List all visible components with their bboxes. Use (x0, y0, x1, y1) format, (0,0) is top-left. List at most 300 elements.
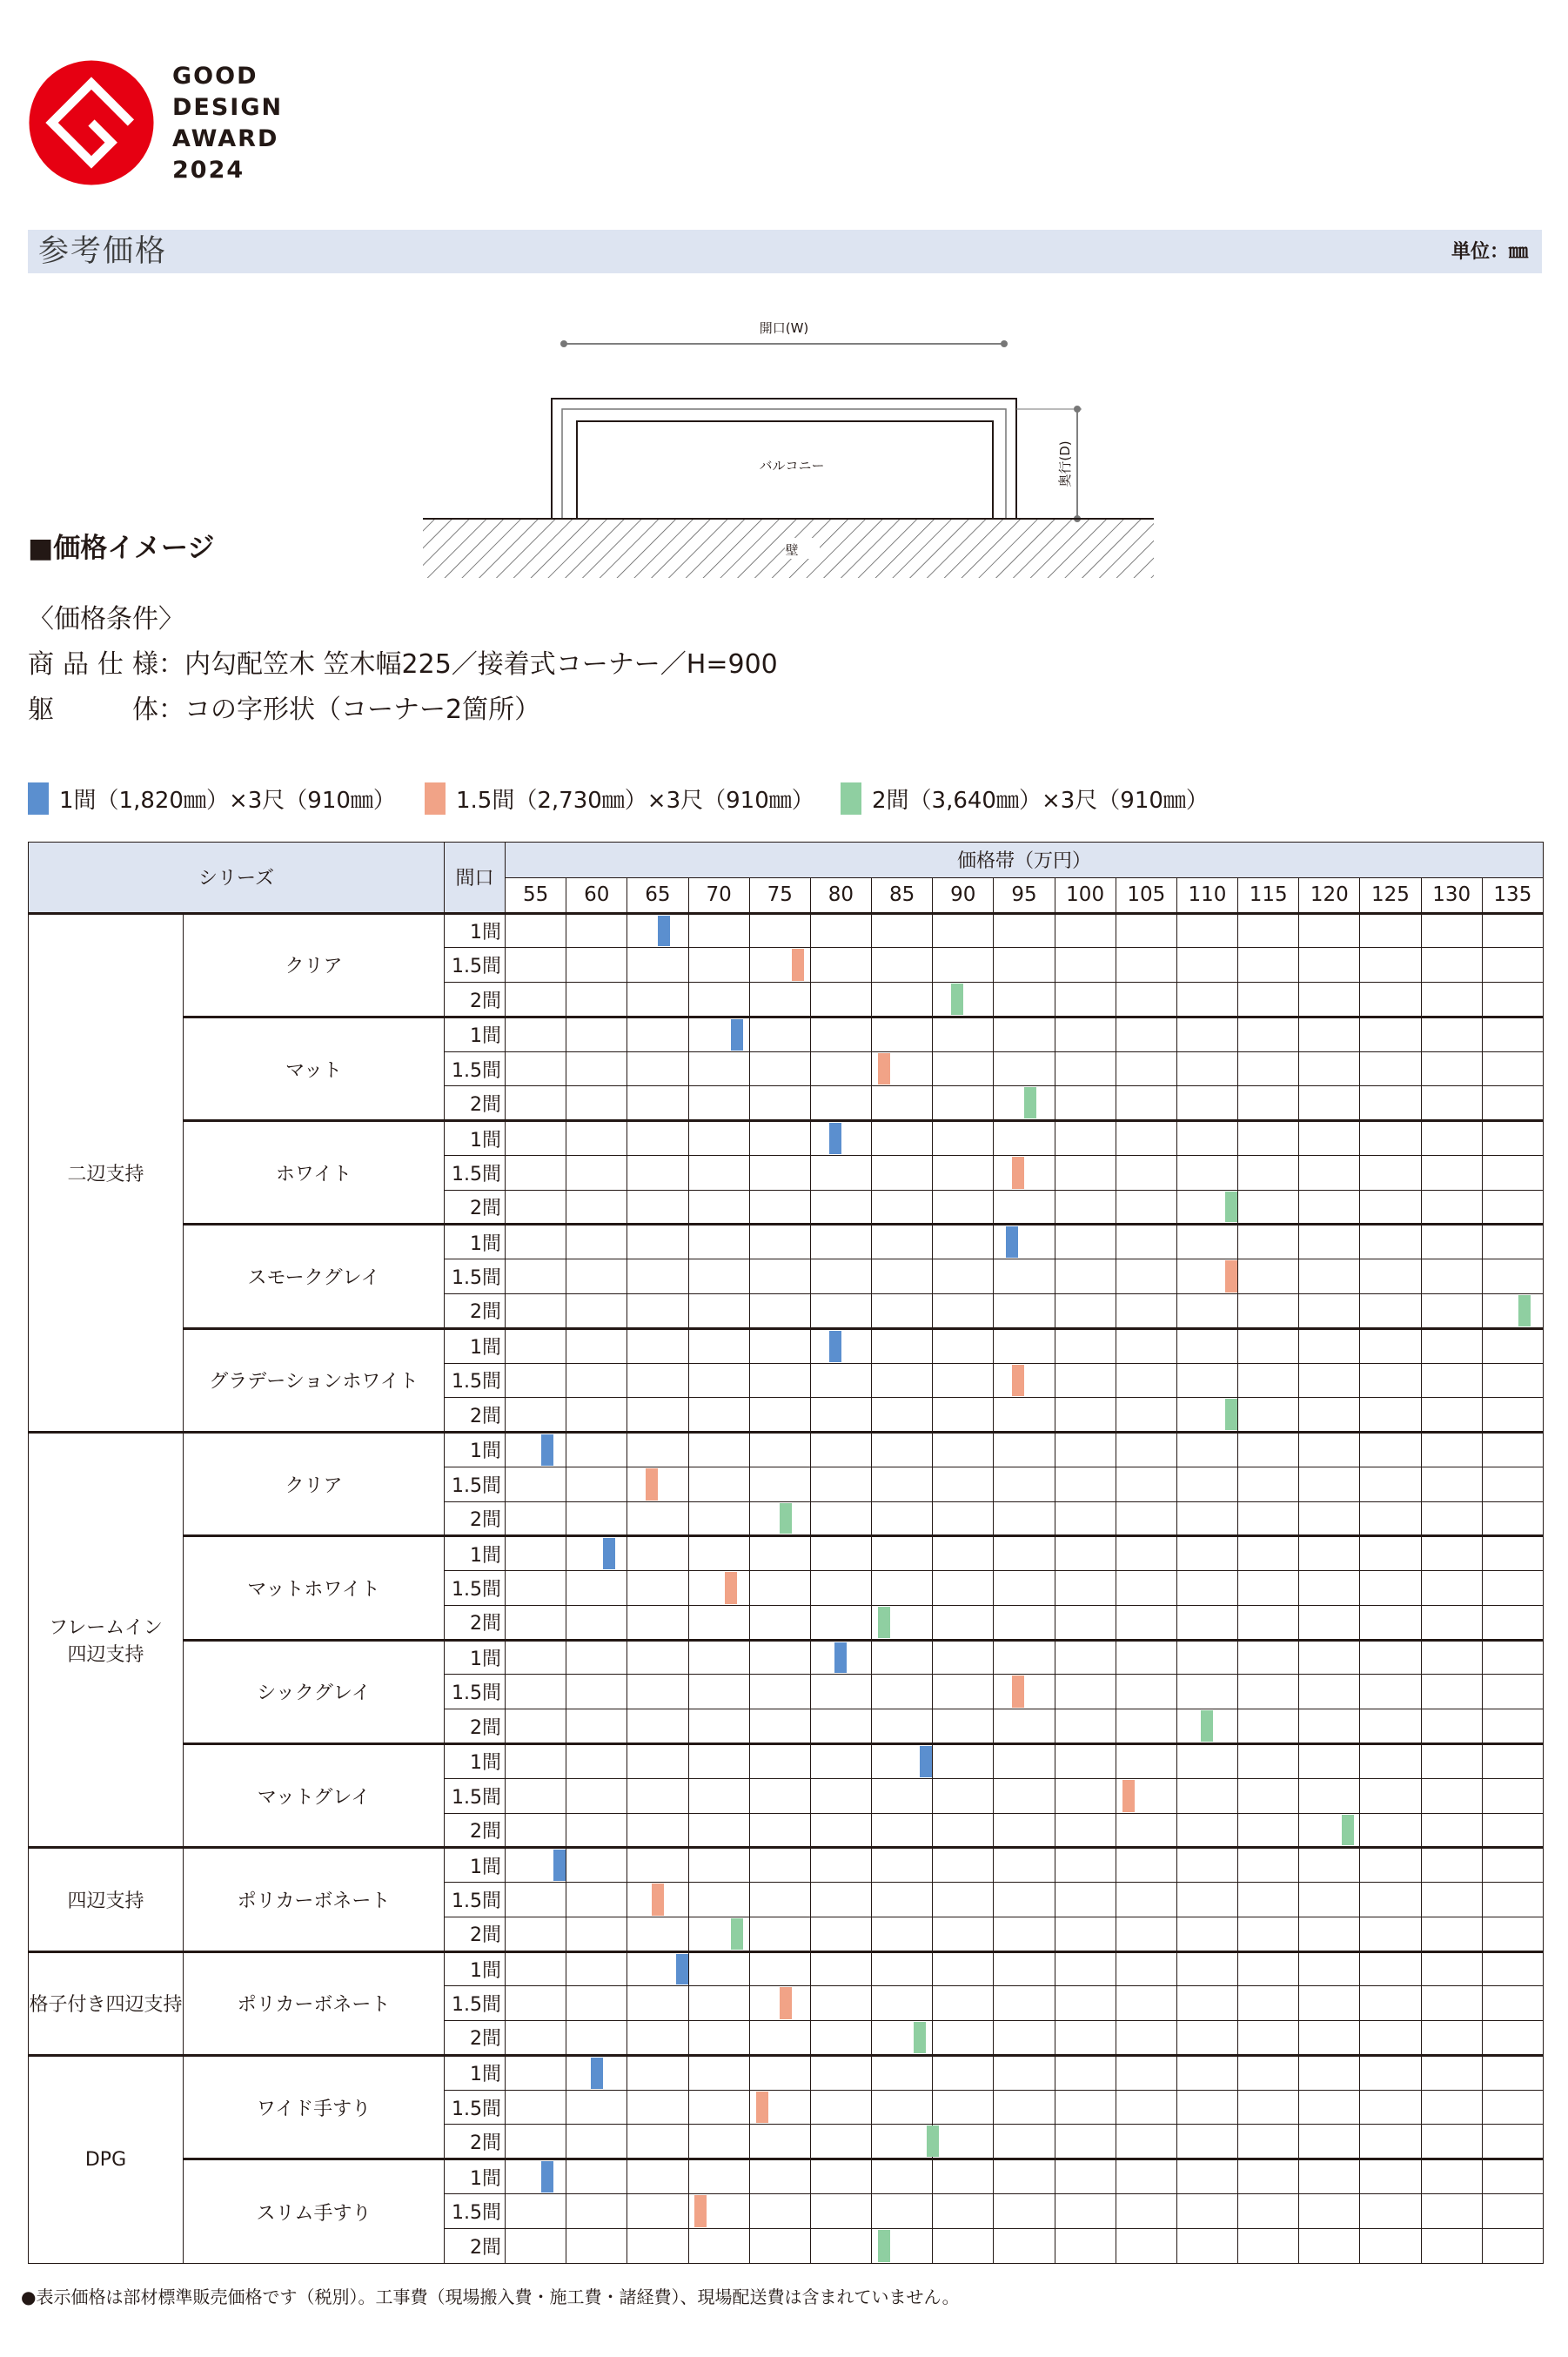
price-bar (731, 1019, 743, 1051)
price-grid-cell (810, 1467, 871, 1501)
price-grid-cell (506, 1225, 566, 1259)
product-name-cell (184, 1017, 445, 1120)
price-grid-cell (627, 1743, 688, 1778)
opening-label: 1間 (445, 1640, 506, 1675)
price-grid-cell (1299, 1433, 1360, 1467)
price-grid-cell (688, 1743, 749, 1778)
price-grid-cell (1238, 983, 1299, 1017)
price-grid-cell (1055, 1433, 1116, 1467)
price-grid-cell (749, 2021, 810, 2056)
price-grid-cell (1421, 2228, 1482, 2263)
price-grid-cell (1176, 2228, 1237, 2263)
header-price-band: 価格帯（万円） (506, 843, 1544, 878)
price-grid-cell (1360, 1086, 1421, 1121)
price-bar (646, 1468, 658, 1501)
price-grid-cell (1360, 1155, 1421, 1190)
price-grid-cell (688, 1883, 749, 1917)
price-grid-cell (1299, 1917, 1360, 1951)
price-grid-cell (810, 1709, 871, 1744)
price-grid-cell (749, 1433, 810, 1467)
price-grid-cell (688, 1190, 749, 1225)
price-grid-cell (1482, 913, 1543, 948)
condition-value: 内勾配笠木 笠木幅225／接着式コーナー／H=900 (184, 649, 778, 680)
price-bar (603, 1538, 615, 1569)
price-grid-cell (994, 1813, 1055, 1848)
price-grid-cell (1360, 1017, 1421, 1051)
price-grid-cell (1360, 1571, 1421, 1606)
price-grid-cell (1482, 1086, 1543, 1121)
opening-label: 1.5間 (445, 2090, 506, 2125)
price-grid-cell (749, 2159, 810, 2194)
price-grid-cell (627, 2228, 688, 2263)
condition-row (28, 648, 778, 682)
price-grid-cell (1238, 913, 1299, 948)
price-tick-label: 95 (994, 877, 1055, 913)
price-grid-cell (1482, 1398, 1543, 1433)
price-grid-cell (1421, 913, 1482, 948)
price-grid-cell (1360, 2193, 1421, 2228)
product-name: シックグレイ (257, 1682, 371, 1705)
series-group-name: 格子付き四辺支持 (29, 1994, 183, 2017)
price-grid-cell (872, 1986, 933, 2021)
price-grid-cell (1482, 1848, 1543, 1883)
price-grid-cell (810, 2228, 871, 2263)
price-grid-cell (1238, 1813, 1299, 1848)
price-grid-cell (1238, 1848, 1299, 1883)
price-grid-cell (1360, 1398, 1421, 1433)
price-grid-cell (1176, 1743, 1237, 1778)
price-grid-cell (1360, 1294, 1421, 1329)
opening-label: 2間 (445, 2021, 506, 2056)
price-grid-cell (1238, 1917, 1299, 1951)
price-grid-cell (688, 1917, 749, 1951)
condition-value: コの字形状（コーナー2箇所） (184, 695, 541, 725)
opening-label: 1.5間 (445, 1986, 506, 2021)
price-grid-cell (506, 1294, 566, 1329)
price-grid-cell (1116, 1813, 1176, 1848)
price-grid-cell (994, 913, 1055, 948)
price-grid-cell (566, 2228, 627, 2263)
price-grid-cell (1299, 2055, 1360, 2090)
price-grid-cell (1116, 1051, 1176, 1086)
price-grid-cell (933, 1640, 994, 1675)
price-grid-cell (627, 1709, 688, 1744)
price-grid-cell (810, 1848, 871, 1883)
price-grid-cell (506, 2021, 566, 2056)
price-grid-cell (1482, 1951, 1543, 1986)
price-grid-cell (506, 1605, 566, 1640)
price-grid-cell (994, 1571, 1055, 1606)
award-text (172, 61, 283, 186)
price-bar (658, 916, 670, 947)
price-grid-cell (994, 1398, 1055, 1433)
price-grid-cell (994, 2021, 1055, 2056)
price-grid-cell (1055, 1121, 1116, 1156)
price-grid-cell (810, 2125, 871, 2159)
price-grid-cell (749, 1363, 810, 1398)
conditions-title: 〈価格条件〉 (28, 604, 184, 635)
price-grid-cell (994, 1501, 1055, 1536)
price-grid-cell (1299, 1709, 1360, 1744)
price-grid-cell (810, 2055, 871, 2090)
price-grid-cell (1176, 1017, 1237, 1051)
price-grid-cell (506, 1986, 566, 2021)
price-grid-cell (1055, 2125, 1116, 2159)
price-grid-cell (872, 1883, 933, 1917)
price-grid-cell (1421, 1398, 1482, 1433)
price-grid-cell (1360, 1640, 1421, 1675)
series-group-cell (29, 2055, 184, 2263)
award-line: DESIGN (172, 94, 284, 121)
price-grid-cell (1055, 1086, 1116, 1121)
price-grid-cell (627, 2021, 688, 2056)
price-table-wrapper (28, 842, 1544, 2264)
price-grid-cell (810, 1917, 871, 1951)
price-grid-cell (1238, 1086, 1299, 1121)
price-grid-cell (506, 1398, 566, 1433)
price-grid-cell (1176, 1501, 1237, 1536)
price-tick-label: 125 (1360, 877, 1421, 913)
price-grid-cell (627, 1086, 688, 1121)
price-bar (694, 2195, 707, 2227)
price-grid-cell (994, 1951, 1055, 1986)
series-group-name: フレームイン 四辺支持 (49, 1617, 163, 1667)
table-row (29, 1848, 1544, 1883)
price-grid-cell (872, 2193, 933, 2228)
price-grid-cell (688, 1086, 749, 1121)
price-bar (1012, 1365, 1024, 1397)
price-grid-cell (1482, 1467, 1543, 1501)
price-grid-cell (688, 1433, 749, 1467)
price-grid-cell (933, 1328, 994, 1363)
price-bar (951, 984, 963, 1015)
price-grid-cell (994, 1917, 1055, 1951)
price-grid-cell (933, 1709, 994, 1744)
price-grid-cell (872, 1605, 933, 1640)
good-design-award-logo (28, 59, 155, 186)
price-grid-cell (933, 1951, 994, 1986)
price-grid-cell (810, 2193, 871, 2228)
price-grid-cell (749, 948, 810, 983)
price-grid-cell (1360, 1743, 1421, 1778)
price-grid-cell (688, 1501, 749, 1536)
price-grid-cell (933, 1813, 994, 1848)
price-grid-cell (872, 1743, 933, 1778)
product-name: クリア (285, 1474, 343, 1497)
price-grid-cell (506, 2055, 566, 2090)
price-grid-cell (810, 1501, 871, 1536)
price-grid-cell (1299, 2193, 1360, 2228)
price-grid-cell (506, 1051, 566, 1086)
opening-label: 1.5間 (445, 1571, 506, 1606)
price-grid-cell (1360, 1536, 1421, 1571)
price-grid-cell (1421, 983, 1482, 1017)
price-grid-cell (933, 1190, 994, 1225)
price-grid-cell (1055, 1501, 1116, 1536)
price-grid-cell (1238, 1501, 1299, 1536)
price-grid-cell (1482, 1640, 1543, 1675)
price-grid-cell (1116, 2021, 1176, 2056)
price-grid-cell (1299, 1951, 1360, 1986)
price-grid-cell (1482, 2228, 1543, 2263)
price-grid-cell (872, 1086, 933, 1121)
price-grid-cell (1176, 1433, 1237, 1467)
price-grid-cell (566, 2090, 627, 2125)
price-grid-cell (1116, 1190, 1176, 1225)
price-grid-cell (1299, 1121, 1360, 1156)
price-grid-cell (627, 1433, 688, 1467)
price-grid-cell (1421, 2055, 1482, 2090)
opening-label: 2間 (445, 1294, 506, 1329)
opening-label: 2間 (445, 1398, 506, 1433)
price-grid-cell (1360, 1986, 1421, 2021)
table-row (29, 2055, 1544, 2090)
price-grid-cell (749, 1848, 810, 1883)
price-grid-cell (872, 1328, 933, 1363)
price-tick-label: 130 (1421, 877, 1482, 913)
opening-label: 1.5間 (445, 948, 506, 983)
price-bar (1342, 1815, 1354, 1846)
price-grid-cell (566, 1709, 627, 1744)
price-grid-cell (506, 1017, 566, 1051)
price-grid-cell (810, 1294, 871, 1329)
price-grid-cell (1055, 1467, 1116, 1501)
price-grid-cell (1360, 983, 1421, 1017)
price-grid-cell (1360, 1848, 1421, 1883)
price-grid-cell (1482, 2159, 1543, 2194)
price-grid-cell (566, 1086, 627, 1121)
price-grid-cell (994, 1017, 1055, 1051)
price-grid-cell (627, 1121, 688, 1156)
price-grid-cell (566, 2125, 627, 2159)
price-grid-cell (1482, 2090, 1543, 2125)
price-grid-cell (688, 1328, 749, 1363)
price-grid-cell (1360, 1675, 1421, 1709)
price-grid-cell (1176, 1259, 1237, 1294)
section-title: 参考価格 (38, 234, 168, 269)
opening-label: 1間 (445, 1743, 506, 1778)
price-grid-cell (1238, 1571, 1299, 1606)
price-grid-cell (1238, 1433, 1299, 1467)
price-grid-cell (627, 1848, 688, 1883)
price-grid-cell (810, 948, 871, 983)
price-grid-cell (810, 1155, 871, 1190)
table-row (29, 1225, 1544, 1259)
price-grid-cell (1299, 1259, 1360, 1294)
price-grid-cell (933, 913, 994, 948)
price-grid-cell (1482, 948, 1543, 983)
opening-label: 1間 (445, 1536, 506, 1571)
price-grid-cell (1299, 1675, 1360, 1709)
price-grid-cell (994, 1883, 1055, 1917)
price-grid-cell (1421, 1190, 1482, 1225)
series-group-name: DPG (84, 2148, 127, 2171)
price-grid-cell (1055, 2228, 1116, 2263)
price-grid-cell (1421, 948, 1482, 983)
price-grid-cell (566, 1951, 627, 1986)
price-grid-cell (1116, 948, 1176, 983)
price-grid-cell (688, 1571, 749, 1606)
price-grid-cell (810, 2021, 871, 2056)
price-grid-cell (994, 1086, 1055, 1121)
price-grid-cell (627, 1675, 688, 1709)
price-grid-cell (1482, 2055, 1543, 2090)
price-grid-cell (749, 1259, 810, 1294)
price-grid-cell (1238, 1467, 1299, 1501)
price-grid-cell (1482, 2021, 1543, 2056)
price-grid-cell (1176, 2055, 1237, 2090)
price-grid-cell (627, 913, 688, 948)
price-grid-cell (1176, 1363, 1237, 1398)
price-grid-cell (506, 2228, 566, 2263)
price-grid-cell (872, 1017, 933, 1051)
price-grid-cell (872, 1778, 933, 1813)
price-grid-cell (1116, 2090, 1176, 2125)
price-grid-cell (1055, 1917, 1116, 1951)
price-grid-cell (506, 1086, 566, 1121)
price-grid-cell (627, 2193, 688, 2228)
price-grid-cell (1299, 1605, 1360, 1640)
price-grid-cell (688, 1398, 749, 1433)
product-name: ホワイト (275, 1163, 352, 1185)
price-grid-cell (566, 1778, 627, 1813)
price-grid-cell (627, 1190, 688, 1225)
price-grid-cell (1421, 1675, 1482, 1709)
price-grid-cell (1176, 1605, 1237, 1640)
price-grid-cell (1116, 1017, 1176, 1051)
price-grid-cell (1482, 1917, 1543, 1951)
price-grid-cell (1482, 1363, 1543, 1398)
price-grid-cell (566, 2193, 627, 2228)
opening-label: 2間 (445, 1709, 506, 1744)
price-grid-cell (1238, 1190, 1299, 1225)
table-row (29, 2159, 1544, 2194)
price-grid-cell (994, 2228, 1055, 2263)
price-grid-cell (1482, 1986, 1543, 2021)
price-grid-cell (1482, 1155, 1543, 1190)
opening-label: 1.5間 (445, 1883, 506, 1917)
price-grid-cell (566, 1433, 627, 1467)
price-tick-label: 65 (627, 877, 688, 913)
price-grid-cell (994, 1605, 1055, 1640)
price-grid-cell (1176, 1951, 1237, 1986)
price-grid-cell (1421, 1017, 1482, 1051)
price-grid-cell (1176, 1398, 1237, 1433)
price-grid-cell (994, 1121, 1055, 1156)
price-grid-cell (506, 2193, 566, 2228)
price-tick-label: 115 (1238, 877, 1299, 913)
price-grid-cell (1299, 913, 1360, 948)
award-line: AWARD (172, 125, 279, 152)
product-name-cell (184, 1328, 445, 1432)
footnote: ●表示価格は部材標準販売価格です（税別）。工事費（現場搬入費・施工費・諸経費）、現場配送費は含まれていません。 (21, 2286, 960, 2307)
price-bar (834, 1642, 847, 1674)
price-grid-cell (506, 1121, 566, 1156)
price-grid-cell (1360, 1709, 1421, 1744)
price-grid-cell (1360, 2228, 1421, 2263)
price-grid-cell (566, 1605, 627, 1640)
price-grid-cell (994, 2055, 1055, 2090)
price-grid-cell (1299, 1190, 1360, 1225)
price-grid-cell (688, 1778, 749, 1813)
price-grid-cell (749, 1155, 810, 1190)
price-grid-cell (810, 1259, 871, 1294)
price-grid-cell (1176, 983, 1237, 1017)
award-line: 2024 (172, 157, 245, 184)
price-grid-cell (688, 1363, 749, 1398)
price-grid-cell (688, 2159, 749, 2194)
price-bar (1024, 1087, 1036, 1118)
price-grid-cell (566, 1363, 627, 1398)
price-grid-cell (1482, 1883, 1543, 1917)
price-grid-cell (1238, 1951, 1299, 1986)
price-grid-cell (688, 913, 749, 948)
price-grid-cell (749, 1986, 810, 2021)
price-grid-cell (1299, 1398, 1360, 1433)
price-grid-cell (810, 1675, 871, 1709)
price-tick-label: 90 (933, 877, 994, 913)
opening-label: 2間 (445, 2228, 506, 2263)
condition-row (28, 693, 540, 728)
header-series: シリーズ (29, 843, 445, 914)
price-grid-cell (994, 1190, 1055, 1225)
price-grid-cell (872, 1051, 933, 1086)
price-grid-cell (1238, 2159, 1299, 2194)
price-grid-cell (1116, 2193, 1176, 2228)
price-grid-cell (1360, 1363, 1421, 1398)
price-grid-cell (688, 1951, 749, 1986)
price-grid-cell (627, 2055, 688, 2090)
price-grid-cell (1055, 1743, 1116, 1778)
price-tick-label: 135 (1482, 877, 1543, 913)
price-grid-cell (1116, 2228, 1176, 2263)
price-grid-cell (506, 913, 566, 948)
product-name-cell (184, 1848, 445, 1951)
price-tick-label: 120 (1299, 877, 1360, 913)
price-grid-cell (749, 1225, 810, 1259)
price-grid-cell (749, 2193, 810, 2228)
price-grid-cell (506, 1778, 566, 1813)
table-row (29, 1328, 1544, 1363)
price-grid-cell (688, 1709, 749, 1744)
price-grid-cell (1421, 2021, 1482, 2056)
price-grid-cell (872, 1951, 933, 1986)
price-grid-cell (1116, 1640, 1176, 1675)
price-bar (725, 1572, 737, 1604)
price-grid-cell (994, 1363, 1055, 1398)
price-grid-cell (1238, 1328, 1299, 1363)
price-grid-cell (1299, 948, 1360, 983)
price-grid-cell (1482, 1571, 1543, 1606)
price-grid-cell (1299, 1086, 1360, 1121)
table-row (29, 1017, 1544, 1051)
price-grid-cell (1360, 1501, 1421, 1536)
price-bar (1012, 1157, 1024, 1189)
price-grid-cell (1055, 913, 1116, 948)
price-grid-cell (1299, 1328, 1360, 1363)
price-grid-cell (1421, 1225, 1482, 1259)
price-grid-cell (933, 1225, 994, 1259)
price-grid-cell (688, 1536, 749, 1571)
price-grid-cell (1421, 1917, 1482, 1951)
price-grid-cell (566, 1536, 627, 1571)
opening-label: 1.5間 (445, 1363, 506, 1398)
series-group-cell (29, 1848, 184, 1951)
unit-label: 単位：㎜ (1451, 241, 1528, 263)
price-grid-cell (1176, 1986, 1237, 2021)
price-grid-cell (506, 1501, 566, 1536)
price-bar (927, 2125, 939, 2157)
